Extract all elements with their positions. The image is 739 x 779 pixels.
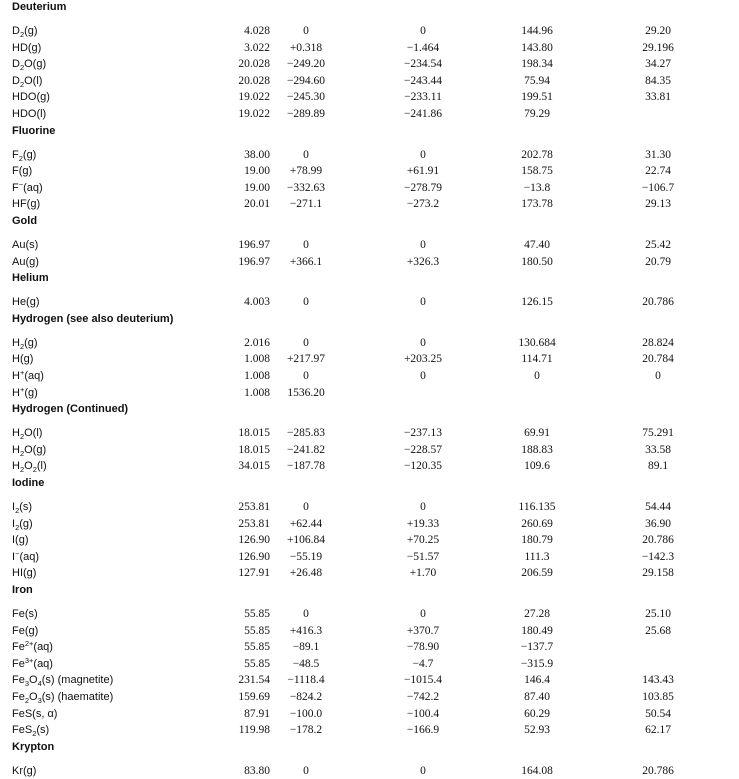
molar-mass-cell: 34.015 [238, 460, 270, 473]
table-row [0, 351, 739, 367]
table-row [0, 294, 739, 310]
substance-cell: FeS$_2$(s) [12, 724, 50, 739]
gibbs-energy-cell: −234.54 [403, 58, 443, 71]
entropy-cell: 188.83 [521, 443, 553, 456]
molar-mass-cell: 19.022 [238, 108, 270, 120]
table-row [0, 425, 739, 441]
molar-mass-cell: 1.008 [244, 386, 270, 399]
gibbs-energy-cell: −237.13 [403, 427, 443, 440]
gibbs-energy-cell: −100.4 [406, 707, 440, 720]
substance-cell: H(g) [12, 353, 34, 366]
heat-capacity-cell: 29.20 [645, 25, 671, 37]
enthalpy-cell: +78.99 [289, 165, 323, 178]
gibbs-energy-cell: 0 [420, 148, 426, 161]
gibbs-energy-cell: +1.70 [409, 567, 437, 580]
table-row [0, 516, 739, 532]
gibbs-energy-cell: 0 [420, 336, 426, 349]
table-row [0, 458, 739, 474]
heat-capacity-cell: 89.1 [647, 460, 669, 473]
substance-cell: HF(g) [12, 198, 41, 211]
molar-mass-cell: 3.022 [244, 41, 270, 54]
entropy-cell: −315.9 [520, 657, 554, 670]
heat-capacity-cell: 34.27 [645, 58, 671, 71]
gibbs-energy-cell: −273.2 [406, 198, 440, 211]
substance-cell: H+(g) [12, 384, 38, 399]
molar-mass-cell: 18.015 [238, 443, 270, 456]
enthalpy-cell: −48.5 [292, 657, 320, 670]
substance-cell: F−(aq) [12, 179, 43, 194]
entropy-cell: 52.93 [524, 724, 550, 737]
molar-mass-cell: 87.91 [244, 707, 270, 720]
heat-capacity-cell: 36.90 [645, 517, 671, 530]
gibbs-energy-cell: +19.33 [406, 517, 440, 530]
entropy-cell: 111.3 [524, 550, 550, 563]
substance-cell: $I_2(s)$ [12, 501, 33, 515]
table-row [0, 106, 739, 122]
enthalpy-cell: −289.89 [286, 108, 326, 120]
enthalpy-cell: 0 [303, 239, 309, 251]
entropy-cell: 60.29 [524, 707, 550, 720]
gibbs-energy-cell: +61.91 [406, 165, 440, 178]
section-heading: Hydrogen (Continued) [12, 403, 129, 416]
gibbs-energy-cell: −278.79 [403, 181, 443, 194]
enthalpy-cell: −824.2 [289, 691, 323, 703]
entropy-cell: 79.29 [524, 108, 550, 120]
entropy-cell: 158.75 [521, 165, 553, 178]
molar-mass-cell: 159.69 [238, 691, 270, 703]
enthalpy-cell: 0 [303, 148, 309, 161]
heat-capacity-cell: 62.17 [645, 724, 671, 737]
enthalpy-cell: −89.1 [292, 641, 320, 654]
enthalpy-cell: 0 [303, 370, 309, 382]
substance-cell: Au(g) [12, 255, 39, 268]
heat-capacity-cell: 20.786 [642, 296, 674, 309]
substance-cell: $H_2O_2(l)$ [12, 460, 47, 475]
gibbs-energy-cell: −166.9 [406, 724, 440, 737]
table-row [0, 40, 739, 56]
substance-cell: $I_2(g)$ [12, 517, 33, 532]
molar-mass-cell: 20.028 [238, 58, 270, 71]
entropy-cell: 27.28 [524, 608, 550, 620]
enthalpy-cell: −271.1 [289, 198, 323, 211]
entropy-cell: 206.59 [521, 567, 553, 580]
substance-cell: HD(g) [12, 41, 42, 54]
heat-capacity-cell: 0 [655, 370, 661, 382]
enthalpy-cell: 0 [303, 25, 309, 37]
enthalpy-cell: +416.3 [289, 624, 323, 637]
table-row [0, 368, 739, 384]
entropy-cell: 198.34 [521, 58, 553, 71]
entropy-cell: 180.49 [521, 624, 553, 637]
entropy-cell: 144.96 [521, 25, 553, 37]
heat-capacity-cell: 20.786 [642, 534, 674, 547]
table-row [0, 549, 739, 565]
heat-capacity-cell: 33.58 [645, 443, 671, 456]
molar-mass-cell: 55.85 [244, 624, 270, 637]
enthalpy-cell: −285.83 [286, 427, 326, 440]
section-heading: Fluorine [12, 124, 56, 137]
molar-mass-cell: 19.00 [244, 181, 270, 194]
enthalpy-cell: −332.63 [286, 181, 326, 194]
substance-cell: HDO(g) [12, 91, 50, 104]
heat-capacity-cell: 50.54 [645, 707, 671, 720]
entropy-cell: 130.684 [518, 336, 556, 349]
heat-capacity-cell: 54.44 [645, 501, 671, 513]
table-row [0, 763, 739, 779]
table-row [0, 639, 739, 655]
enthalpy-cell: +26.48 [289, 567, 323, 580]
molar-mass-cell: 1.008 [244, 370, 270, 382]
molar-mass-cell: 4.003 [244, 296, 270, 309]
section-heading: Iron [12, 584, 33, 596]
substance-cell: $Fe_3O_4(s)$ (magnetite) [12, 674, 114, 689]
heat-capacity-cell: 29.13 [645, 198, 671, 211]
enthalpy-cell: +217.97 [286, 353, 326, 366]
gibbs-energy-cell: −51.57 [406, 550, 440, 563]
heat-capacity-cell: 29.158 [642, 567, 674, 580]
molar-mass-cell: 196.97 [238, 255, 270, 268]
substance-cell: $D_2O(l)$ [12, 74, 43, 89]
entropy-cell: 260.69 [521, 517, 553, 530]
table-row [0, 147, 739, 163]
gibbs-energy-cell: +326.3 [406, 255, 440, 268]
heat-capacity-cell: −106.7 [641, 181, 675, 194]
gibbs-energy-cell: 0 [420, 501, 426, 513]
entropy-cell: 164.08 [521, 764, 553, 777]
molar-mass-cell: 1.008 [244, 353, 270, 366]
enthalpy-cell: 1536.20 [287, 386, 325, 399]
entropy-cell: 146.4 [524, 674, 550, 687]
section-heading: Deuterium [12, 1, 67, 13]
enthalpy-cell: 0 [303, 501, 309, 513]
substance-cell: HI(g) [12, 567, 37, 580]
heat-capacity-cell: 28.824 [642, 336, 674, 349]
enthalpy-cell: 0 [303, 296, 309, 309]
entropy-cell: −137.7 [520, 641, 554, 654]
heat-capacity-cell: 29.196 [642, 41, 674, 54]
molar-mass-cell: 20.01 [244, 198, 270, 211]
enthalpy-cell: +62.44 [289, 517, 323, 530]
heat-capacity-cell: 84.35 [645, 74, 671, 87]
heat-capacity-cell: 25.68 [645, 624, 671, 637]
entropy-cell: 87.40 [524, 691, 550, 703]
molar-mass-cell: 2.016 [244, 336, 270, 349]
substance-cell: Fe(s) [12, 608, 38, 620]
gibbs-energy-cell: −120.35 [403, 460, 443, 473]
table-row [0, 56, 739, 72]
heat-capacity-cell: 25.10 [645, 608, 671, 620]
molar-mass-cell: 55.85 [244, 641, 270, 654]
gibbs-energy-cell: −742.2 [406, 691, 440, 703]
gibbs-energy-cell: 0 [420, 370, 426, 382]
heat-capacity-cell: 20.786 [642, 764, 674, 777]
molar-mass-cell: 231.54 [238, 674, 270, 687]
heat-capacity-cell: 25.42 [645, 239, 671, 251]
substance-cell: FeS(s, α) [12, 707, 58, 720]
molar-mass-cell: 19.022 [238, 91, 270, 104]
section-heading: Gold [12, 215, 38, 227]
section-heading: Helium [12, 272, 49, 285]
entropy-cell: 75.94 [524, 74, 550, 87]
gibbs-energy-cell: −228.57 [403, 443, 443, 456]
molar-mass-cell: 20.028 [238, 74, 270, 87]
enthalpy-cell: −241.82 [286, 443, 326, 456]
substance-cell: HDO(l) [12, 108, 47, 120]
entropy-cell: 0 [534, 370, 540, 382]
molar-mass-cell: 126.90 [238, 534, 270, 547]
heat-capacity-cell: 20.784 [642, 353, 674, 366]
gibbs-energy-cell: −233.11 [404, 91, 442, 104]
table-row [0, 722, 739, 738]
substance-cell: Au(s) [12, 239, 39, 251]
table-row [0, 163, 739, 179]
molar-mass-cell: 55.85 [244, 608, 270, 620]
molar-mass-cell: 127.91 [238, 567, 270, 580]
gibbs-energy-cell: −1.464 [406, 41, 440, 54]
heat-capacity-cell: 143.43 [642, 674, 674, 687]
entropy-cell: 202.78 [521, 148, 553, 161]
table-row [0, 335, 739, 351]
table-row [0, 89, 739, 105]
table-row [0, 565, 739, 581]
gibbs-energy-cell: +70.25 [406, 534, 440, 547]
enthalpy-cell: +0.318 [289, 41, 323, 54]
table-row [0, 656, 739, 672]
substance-cell: $F_2(g)$ [12, 148, 37, 163]
entropy-cell: 143.80 [521, 41, 553, 54]
table-row [0, 196, 739, 212]
enthalpy-cell: −294.60 [286, 74, 326, 87]
table-row [0, 385, 739, 401]
entropy-cell: 109.6 [524, 460, 550, 473]
table-row [0, 442, 739, 458]
molar-mass-cell: 83.80 [244, 764, 270, 777]
gibbs-energy-cell: 0 [420, 608, 426, 620]
gibbs-energy-cell: 0 [420, 239, 426, 251]
enthalpy-cell: 0 [303, 764, 309, 777]
heat-capacity-cell: −142.3 [641, 550, 675, 563]
table-row [0, 623, 739, 639]
entropy-cell: 114.71 [521, 353, 553, 366]
gibbs-energy-cell: +370.7 [406, 624, 440, 637]
gibbs-energy-cell: +203.25 [403, 353, 443, 366]
heat-capacity-cell: 22.74 [645, 165, 671, 178]
substance-cell: $Fe^{2+}(aq)$ [12, 639, 53, 654]
table-row [0, 689, 739, 705]
heat-capacity-cell: 20.79 [645, 255, 671, 268]
table-row [0, 499, 739, 515]
entropy-cell: 199.51 [521, 91, 553, 104]
entropy-cell: −13.8 [523, 181, 551, 194]
substance-cell: $H_2O(g)$ [12, 443, 47, 458]
enthalpy-cell: −1118.4 [287, 674, 325, 687]
enthalpy-cell: −249.20 [286, 58, 326, 71]
enthalpy-cell: 0 [303, 336, 309, 349]
substance-cell: F(g) [12, 165, 33, 178]
table-row [0, 180, 739, 196]
table-row [0, 706, 739, 722]
substance-cell: Kr(g) [12, 764, 37, 777]
molar-mass-cell: 126.90 [238, 550, 270, 563]
entropy-cell: 47.40 [524, 239, 550, 251]
table-row [0, 237, 739, 253]
enthalpy-cell: −187.78 [286, 460, 326, 473]
substance-cell: $Fe_2O_3(s)$ (haematite) [12, 691, 114, 705]
substance-cell: $Fe^{3+}(aq)$ [12, 655, 53, 670]
enthalpy-cell: −245.30 [286, 91, 326, 104]
table-row [0, 606, 739, 622]
molar-mass-cell: 38.00 [244, 148, 270, 161]
table-row [0, 73, 739, 89]
entropy-cell: 180.79 [521, 534, 553, 547]
entropy-cell: 116.135 [518, 501, 556, 513]
table-row [0, 23, 739, 39]
section-heading: Krypton [12, 740, 55, 753]
substance-cell: H+(aq) [12, 368, 44, 382]
gibbs-energy-cell: −78.90 [406, 641, 440, 654]
heat-capacity-cell: 103.85 [642, 691, 674, 703]
table-row [0, 672, 739, 688]
substance-cell: $H_2(g)$ [12, 336, 38, 351]
enthalpy-cell: −55.19 [289, 550, 323, 563]
enthalpy-cell: +366.1 [289, 255, 323, 268]
gibbs-energy-cell: −4.7 [412, 657, 434, 670]
molar-mass-cell: 253.81 [238, 501, 270, 513]
substance-cell: $D_2O(g)$ [12, 58, 47, 73]
gibbs-energy-cell: −241.86 [403, 108, 443, 120]
table-row [0, 254, 739, 270]
substance-cell: $H_2O(l)$ [12, 427, 43, 442]
enthalpy-cell: 0 [303, 608, 309, 620]
molar-mass-cell: 19.00 [244, 165, 270, 178]
substance-cell: I−(aq) [12, 548, 40, 563]
gibbs-energy-cell: −1015.4 [403, 674, 443, 687]
heat-capacity-cell: 31.30 [645, 148, 671, 161]
entropy-cell: 126.15 [521, 296, 553, 309]
enthalpy-cell: −100.0 [289, 707, 323, 720]
substance-cell: $D_2(g)$ [12, 25, 38, 39]
molar-mass-cell: 18.015 [238, 427, 270, 440]
gibbs-energy-cell: 0 [420, 764, 426, 777]
entropy-cell: 69.91 [524, 427, 550, 440]
gibbs-energy-cell: −243.44 [403, 74, 443, 87]
substance-cell: He(g) [12, 296, 40, 309]
substance-cell: Fe(g) [12, 624, 39, 637]
entropy-cell: 173.78 [521, 198, 553, 211]
section-heading: Hydrogen (see also deuterium) [12, 312, 174, 325]
table-row [0, 532, 739, 548]
molar-mass-cell: 4.028 [244, 25, 270, 37]
heat-capacity-cell: 75.291 [642, 427, 674, 440]
heat-capacity-cell: 33.81 [645, 91, 671, 104]
molar-mass-cell: 55.85 [244, 657, 270, 670]
molar-mass-cell: 119.98 [238, 724, 270, 737]
enthalpy-cell: −178.2 [289, 724, 323, 737]
gibbs-energy-cell: 0 [420, 296, 426, 309]
gibbs-energy-cell: 0 [420, 25, 426, 37]
section-heading: Iodine [12, 477, 45, 489]
enthalpy-cell: +106.84 [286, 534, 326, 547]
substance-cell: I(g) [12, 534, 29, 547]
molar-mass-cell: 196.97 [238, 239, 270, 251]
entropy-cell: 180.50 [521, 255, 553, 268]
molar-mass-cell: 253.81 [238, 517, 270, 530]
